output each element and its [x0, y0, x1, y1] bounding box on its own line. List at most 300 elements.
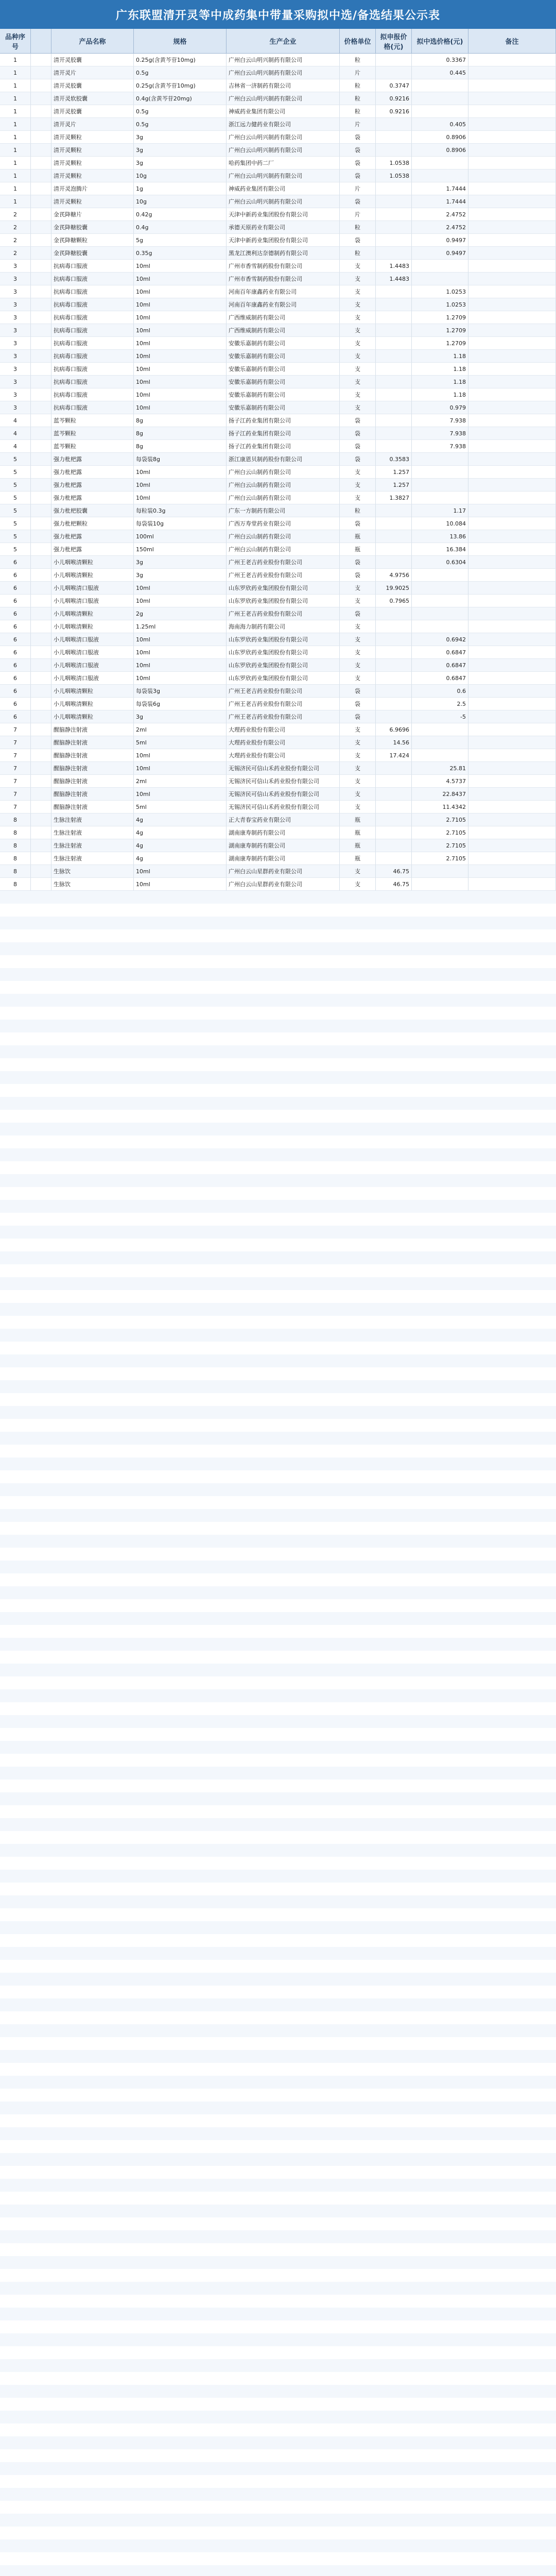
cell-selected-price: 0.8906	[412, 144, 468, 157]
cell-manufacturer: 河南百年康鑫药业有限公司	[227, 285, 340, 298]
cell-unit: 袋	[340, 710, 376, 723]
cell-declared-price: 17.424	[376, 749, 412, 762]
cell-no: 6	[0, 569, 31, 582]
cell-unit: 瓶	[340, 814, 376, 826]
cell-unit: 支	[340, 736, 376, 749]
cell-no: 3	[0, 376, 31, 388]
cell-declared-price	[376, 633, 412, 646]
cell-selected-price: 1.18	[412, 376, 468, 388]
cell-selected-price	[412, 878, 468, 891]
cell-spec: 10ml	[134, 749, 227, 762]
cell-declared-price	[376, 182, 412, 195]
cell-blank	[31, 144, 51, 157]
cell-no: 8	[0, 852, 31, 865]
cell-selected-price	[412, 105, 468, 118]
cell-declared-price	[376, 685, 412, 698]
cell-remarks	[468, 401, 556, 414]
cell-spec: 10ml	[134, 466, 227, 479]
cell-manufacturer: 大理药业股份有限公司	[227, 723, 340, 736]
cell-no: 1	[0, 195, 31, 208]
cell-no: 8	[0, 839, 31, 852]
cell-spec: 每袋装10g	[134, 517, 227, 530]
cell-declared-price	[376, 118, 412, 131]
cell-unit: 瓶	[340, 530, 376, 543]
cell-blank	[31, 607, 51, 620]
cell-declared-price	[376, 388, 412, 401]
cell-selected-price	[412, 479, 468, 492]
cell-product-name: 小儿咽喉清颗粒	[51, 710, 134, 723]
cell-unit: 片	[340, 66, 376, 79]
cell-blank	[31, 878, 51, 891]
cell-unit: 袋	[340, 440, 376, 453]
cell-declared-price	[376, 350, 412, 363]
cell-product-name: 小儿咽喉清颗粒	[51, 607, 134, 620]
cell-blank	[31, 221, 51, 234]
cell-manufacturer: 广州白云山星群药业有限公司	[227, 878, 340, 891]
cell-spec: 10ml	[134, 350, 227, 363]
cell-remarks	[468, 440, 556, 453]
cell-spec: 2g	[134, 607, 227, 620]
col-header-name: 产品名称	[51, 29, 134, 53]
cell-spec: 10g	[134, 195, 227, 208]
cell-product-name: 生脉饮	[51, 865, 134, 878]
cell-product-name: 金芪降糖胶囊	[51, 221, 134, 234]
cell-unit: 支	[340, 775, 376, 788]
cell-no: 7	[0, 762, 31, 775]
cell-no: 3	[0, 298, 31, 311]
cell-product-name: 醒脑静注射液	[51, 762, 134, 775]
cell-declared-price: 14.56	[376, 736, 412, 749]
cell-declared-price	[376, 814, 412, 826]
cell-manufacturer: 吉林省一济制药有限公司	[227, 79, 340, 92]
cell-remarks	[468, 814, 556, 826]
cell-blank	[31, 479, 51, 492]
cell-blank	[31, 414, 51, 427]
cell-declared-price	[376, 363, 412, 376]
cell-unit: 支	[340, 311, 376, 324]
cell-spec: 10ml	[134, 273, 227, 285]
cell-manufacturer: 广州王老吉药业股份有限公司	[227, 710, 340, 723]
cell-spec: 10ml	[134, 388, 227, 401]
cell-selected-price	[412, 582, 468, 595]
cell-product-name: 生脉注射液	[51, 839, 134, 852]
cell-no: 5	[0, 530, 31, 543]
cell-unit: 支	[340, 285, 376, 298]
cell-remarks	[468, 54, 556, 66]
cell-manufacturer: 黑龙江澳利达奈德制药有限公司	[227, 247, 340, 260]
cell-remarks	[468, 569, 556, 582]
cell-no: 8	[0, 878, 31, 891]
cell-blank	[31, 79, 51, 92]
cell-spec: 10ml	[134, 363, 227, 376]
cell-product-name: 小儿咽喉清颗粒	[51, 620, 134, 633]
cell-manufacturer: 扬子江药业集团有限公司	[227, 427, 340, 440]
cell-blank	[31, 311, 51, 324]
cell-unit: 支	[340, 298, 376, 311]
cell-blank	[31, 453, 51, 466]
cell-remarks	[468, 363, 556, 376]
cell-blank	[31, 775, 51, 788]
cell-declared-price	[376, 801, 412, 814]
col-header-spec: 规格	[134, 29, 227, 53]
cell-declared-price	[376, 298, 412, 311]
cell-selected-price: 0.8906	[412, 131, 468, 144]
cell-declared-price	[376, 659, 412, 672]
cell-remarks	[468, 337, 556, 350]
cell-selected-price: 1.18	[412, 388, 468, 401]
cell-unit: 袋	[340, 170, 376, 182]
cell-no: 5	[0, 517, 31, 530]
cell-manufacturer: 无锡济民可信山禾药业股份有限公司	[227, 801, 340, 814]
cell-product-name: 醒脑静注射液	[51, 801, 134, 814]
cell-unit: 袋	[340, 234, 376, 247]
cell-blank	[31, 710, 51, 723]
cell-no: 6	[0, 710, 31, 723]
cell-selected-price	[412, 157, 468, 170]
cell-declared-price: 0.7965	[376, 595, 412, 607]
cell-spec: 10ml	[134, 595, 227, 607]
cell-declared-price	[376, 826, 412, 839]
cell-selected-price: 10.084	[412, 517, 468, 530]
cell-spec: 8g	[134, 440, 227, 453]
cell-unit: 片	[340, 208, 376, 221]
cell-declared-price	[376, 337, 412, 350]
cell-blank	[31, 118, 51, 131]
cell-manufacturer: 广州白云山制药有限公司	[227, 530, 340, 543]
cell-manufacturer: 广州白云山明兴制药有限公司	[227, 170, 340, 182]
cell-declared-price	[376, 710, 412, 723]
cell-no: 2	[0, 221, 31, 234]
cell-blank	[31, 376, 51, 388]
cell-blank	[31, 685, 51, 698]
col-header-declared-price: 拟申报价格(元)	[376, 29, 412, 53]
cell-selected-price: 1.7444	[412, 195, 468, 208]
cell-unit: 支	[340, 260, 376, 273]
cell-remarks	[468, 801, 556, 814]
cell-no: 1	[0, 79, 31, 92]
cell-spec: 4g	[134, 826, 227, 839]
cell-product-name: 抗病毒口服液	[51, 376, 134, 388]
cell-manufacturer: 无锡济民可信山禾药业股份有限公司	[227, 788, 340, 801]
col-header-remarks: 备注	[468, 29, 556, 53]
cell-remarks	[468, 556, 556, 569]
cell-spec: 10ml	[134, 260, 227, 273]
cell-blank	[31, 170, 51, 182]
cell-spec: 100ml	[134, 530, 227, 543]
cell-no: 6	[0, 659, 31, 672]
cell-selected-price: 2.7105	[412, 839, 468, 852]
cell-blank	[31, 247, 51, 260]
cell-unit: 支	[340, 337, 376, 350]
cell-manufacturer: 山东罗欣药业集团股份有限公司	[227, 595, 340, 607]
cell-selected-price	[412, 79, 468, 92]
cell-selected-price	[412, 92, 468, 105]
cell-remarks	[468, 105, 556, 118]
cell-spec: 10ml	[134, 633, 227, 646]
cell-unit: 袋	[340, 131, 376, 144]
cell-manufacturer: 广州白云山星群药业有限公司	[227, 865, 340, 878]
cell-blank	[31, 401, 51, 414]
cell-remarks	[468, 595, 556, 607]
cell-no: 1	[0, 157, 31, 170]
cell-selected-price	[412, 865, 468, 878]
cell-remarks	[468, 324, 556, 337]
cell-unit: 支	[340, 723, 376, 736]
cell-selected-price: 1.0253	[412, 285, 468, 298]
cell-manufacturer: 广州白云山明兴制药有限公司	[227, 54, 340, 66]
cell-spec: 10ml	[134, 672, 227, 685]
cell-remarks	[468, 388, 556, 401]
cell-product-name: 小儿咽喉清口服液	[51, 595, 134, 607]
cell-product-name: 清开灵胶囊	[51, 79, 134, 92]
cell-unit: 粒	[340, 79, 376, 92]
cell-declared-price	[376, 401, 412, 414]
cell-manufacturer: 浙江康恩贝制药股份有限公司	[227, 453, 340, 466]
cell-manufacturer: 广州市香雪制药股份有限公司	[227, 260, 340, 273]
cell-no: 8	[0, 826, 31, 839]
cell-no: 6	[0, 672, 31, 685]
cell-manufacturer: 广州白云山制药有限公司	[227, 492, 340, 504]
cell-product-name: 小儿咽喉清口服液	[51, 582, 134, 595]
cell-manufacturer: 广西万寿堂药业有限公司	[227, 517, 340, 530]
cell-manufacturer: 无锡济民可信山禾药业股份有限公司	[227, 762, 340, 775]
cell-product-name: 抗病毒口服液	[51, 388, 134, 401]
cell-manufacturer: 广州王老吉药业股份有限公司	[227, 685, 340, 698]
cell-remarks	[468, 852, 556, 865]
cell-blank	[31, 582, 51, 595]
cell-spec: 0.5g	[134, 118, 227, 131]
cell-selected-price: -5	[412, 710, 468, 723]
cell-no: 1	[0, 92, 31, 105]
cell-selected-price	[412, 273, 468, 285]
cell-declared-price	[376, 646, 412, 659]
cell-no: 6	[0, 595, 31, 607]
cell-blank	[31, 865, 51, 878]
cell-product-name: 醒脑静注射液	[51, 749, 134, 762]
cell-declared-price	[376, 247, 412, 260]
cell-no: 4	[0, 414, 31, 427]
cell-remarks	[468, 466, 556, 479]
cell-remarks	[468, 504, 556, 517]
cell-product-name: 小儿咽喉清颗粒	[51, 569, 134, 582]
cell-no: 3	[0, 324, 31, 337]
cell-spec: 0.4g	[134, 221, 227, 234]
cell-unit: 支	[340, 646, 376, 659]
cell-manufacturer: 广州白云山明兴制药有限公司	[227, 131, 340, 144]
cell-unit: 支	[340, 865, 376, 878]
cell-manufacturer: 承德天原药业有限公司	[227, 221, 340, 234]
cell-unit: 粒	[340, 504, 376, 517]
cell-blank	[31, 388, 51, 401]
cell-spec: 0.5g	[134, 66, 227, 79]
cell-declared-price	[376, 556, 412, 569]
page-title: 广东联盟清开灵等中成药集中带量采购拟中选/备选结果公示表	[0, 0, 556, 29]
col-header-unit: 价格单位	[340, 29, 376, 53]
cell-manufacturer: 湖南康寿制药有限公司	[227, 852, 340, 865]
cell-declared-price: 1.4483	[376, 260, 412, 273]
cell-no: 5	[0, 504, 31, 517]
cell-remarks	[468, 311, 556, 324]
cell-blank	[31, 736, 51, 749]
cell-selected-price: 1.2709	[412, 337, 468, 350]
cell-manufacturer: 广西维威制药有限公司	[227, 311, 340, 324]
cell-manufacturer: 广州白云山制药有限公司	[227, 479, 340, 492]
cell-unit: 支	[340, 659, 376, 672]
cell-declared-price: 1.0538	[376, 170, 412, 182]
cell-declared-price: 0.3747	[376, 79, 412, 92]
cell-no: 3	[0, 311, 31, 324]
cell-declared-price	[376, 221, 412, 234]
cell-no: 1	[0, 131, 31, 144]
cell-spec: 4g	[134, 852, 227, 865]
cell-unit: 支	[340, 788, 376, 801]
cell-blank	[31, 337, 51, 350]
cell-selected-price: 2.5	[412, 698, 468, 710]
cell-declared-price	[376, 440, 412, 453]
cell-declared-price: 6.9696	[376, 723, 412, 736]
table-body	[0, 54, 556, 2576]
cell-no: 3	[0, 337, 31, 350]
cell-remarks	[468, 118, 556, 131]
cell-remarks	[468, 723, 556, 736]
cell-selected-price	[412, 595, 468, 607]
cell-blank	[31, 852, 51, 865]
cell-blank	[31, 517, 51, 530]
cell-product-name: 抗病毒口服液	[51, 324, 134, 337]
cell-manufacturer: 湖南康寿制药有限公司	[227, 839, 340, 852]
cell-selected-price	[412, 620, 468, 633]
cell-spec: 3g	[134, 569, 227, 582]
cell-no: 3	[0, 273, 31, 285]
cell-manufacturer: 神威药业集团有限公司	[227, 182, 340, 195]
cell-blank	[31, 633, 51, 646]
cell-selected-price: 0.6942	[412, 633, 468, 646]
cell-spec: 10ml	[134, 479, 227, 492]
cell-manufacturer: 天津中新药业集团股份有限公司	[227, 234, 340, 247]
cell-blank	[31, 569, 51, 582]
cell-unit: 支	[340, 466, 376, 479]
cell-declared-price	[376, 504, 412, 517]
cell-no: 6	[0, 646, 31, 659]
cell-remarks	[468, 543, 556, 556]
cell-declared-price: 0.9216	[376, 92, 412, 105]
cell-product-name: 生脉注射液	[51, 814, 134, 826]
cell-declared-price	[376, 234, 412, 247]
cell-no: 5	[0, 543, 31, 556]
cell-selected-price: 1.17	[412, 504, 468, 517]
cell-unit: 支	[340, 401, 376, 414]
cell-blank	[31, 646, 51, 659]
cell-manufacturer: 山东罗欣药业集团股份有限公司	[227, 659, 340, 672]
cell-product-name: 小儿咽喉清口服液	[51, 672, 134, 685]
cell-product-name: 强力枇杷露	[51, 492, 134, 504]
cell-unit: 袋	[340, 195, 376, 208]
cell-blank	[31, 273, 51, 285]
cell-unit: 支	[340, 388, 376, 401]
cell-selected-price: 0.9497	[412, 234, 468, 247]
cell-remarks	[468, 285, 556, 298]
cell-unit: 支	[340, 376, 376, 388]
cell-no: 1	[0, 105, 31, 118]
cell-spec: 10ml	[134, 646, 227, 659]
cell-product-name: 抗病毒口服液	[51, 298, 134, 311]
cell-remarks	[468, 234, 556, 247]
cell-no: 6	[0, 556, 31, 569]
cell-declared-price	[376, 517, 412, 530]
cell-manufacturer: 广州白云山明兴制药有限公司	[227, 66, 340, 79]
cell-selected-price: 7.938	[412, 427, 468, 440]
cell-blank	[31, 54, 51, 66]
cell-blank	[31, 556, 51, 569]
cell-product-name: 小儿咽喉清颗粒	[51, 698, 134, 710]
cell-selected-price: 22.8437	[412, 788, 468, 801]
cell-spec: 5ml	[134, 736, 227, 749]
cell-unit: 支	[340, 620, 376, 633]
cell-manufacturer: 海南海力制药有限公司	[227, 620, 340, 633]
cell-unit: 粒	[340, 92, 376, 105]
cell-remarks	[468, 839, 556, 852]
cell-declared-price: 1.0538	[376, 157, 412, 170]
cell-product-name: 醒脑静注射液	[51, 775, 134, 788]
cell-remarks	[468, 646, 556, 659]
cell-product-name: 清开灵颗粒	[51, 195, 134, 208]
cell-unit: 支	[340, 801, 376, 814]
cell-selected-price: 0.6	[412, 685, 468, 698]
cell-no: 7	[0, 749, 31, 762]
cell-no: 7	[0, 736, 31, 749]
cell-unit: 袋	[340, 569, 376, 582]
cell-declared-price	[376, 376, 412, 388]
cell-manufacturer: 扬子江药业集团有限公司	[227, 440, 340, 453]
cell-spec: 10ml	[134, 285, 227, 298]
cell-declared-price	[376, 607, 412, 620]
cell-spec: 10ml	[134, 376, 227, 388]
cell-product-name: 醒脑静注射液	[51, 788, 134, 801]
cell-blank	[31, 504, 51, 517]
cell-no: 5	[0, 492, 31, 504]
cell-product-name: 强力枇杷露	[51, 479, 134, 492]
cell-no: 3	[0, 285, 31, 298]
cell-unit: 袋	[340, 607, 376, 620]
cell-unit: 袋	[340, 144, 376, 157]
cell-manufacturer: 河南百年康鑫药业有限公司	[227, 298, 340, 311]
cell-manufacturer: 安徽乐嘉制药有限公司	[227, 363, 340, 376]
cell-manufacturer: 广州王老吉药业股份有限公司	[227, 698, 340, 710]
cell-spec: 5ml	[134, 801, 227, 814]
cell-remarks	[468, 620, 556, 633]
cell-spec: 10ml	[134, 324, 227, 337]
cell-spec: 1g	[134, 182, 227, 195]
cell-manufacturer: 正大青春宝药业有限公司	[227, 814, 340, 826]
cell-selected-price: 7.938	[412, 440, 468, 453]
cell-blank	[31, 234, 51, 247]
cell-spec: 0.42g	[134, 208, 227, 221]
cell-spec: 4g	[134, 814, 227, 826]
cell-remarks	[468, 659, 556, 672]
cell-spec: 0.25g(含黄芩苷10mg)	[134, 54, 227, 66]
cell-manufacturer: 广州白云山制药有限公司	[227, 466, 340, 479]
cell-no: 4	[0, 427, 31, 440]
cell-remarks	[468, 710, 556, 723]
cell-unit: 袋	[340, 414, 376, 427]
cell-declared-price	[376, 620, 412, 633]
cell-selected-price	[412, 170, 468, 182]
cell-selected-price: 7.938	[412, 414, 468, 427]
cell-spec: 2ml	[134, 723, 227, 736]
cell-remarks	[468, 298, 556, 311]
cell-declared-price: 46.75	[376, 865, 412, 878]
cell-declared-price	[376, 414, 412, 427]
